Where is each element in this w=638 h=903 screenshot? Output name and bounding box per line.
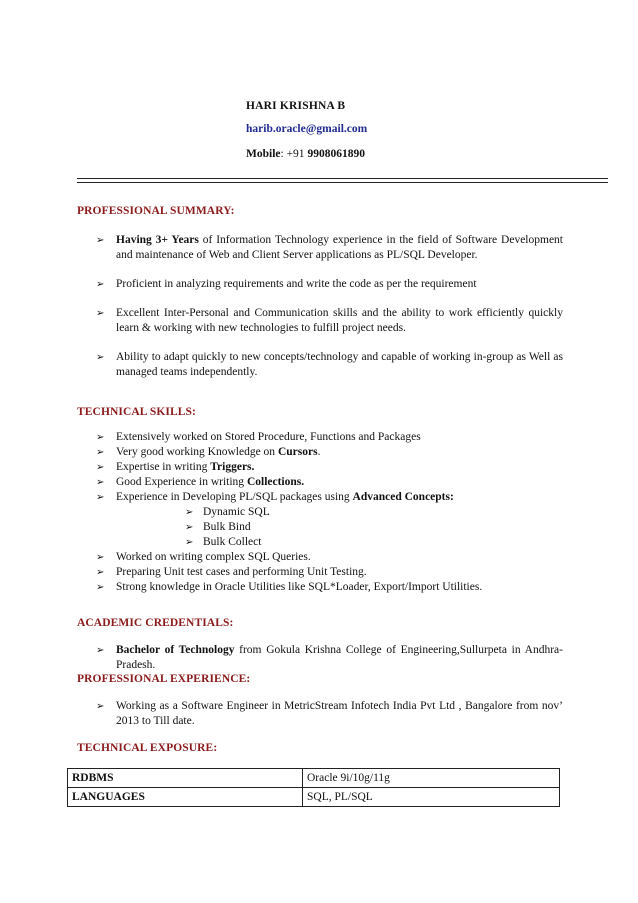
degree-text: Bachelor of Technology [116, 644, 235, 656]
skill-bold-text: Cursors [277, 446, 318, 458]
arrow-bullet-icon: ➢ [96, 477, 105, 488]
arrow-bullet-icon: ➢ [96, 432, 105, 443]
academic-section [77, 617, 563, 673]
skills-list-continued [77, 550, 563, 595]
skill-text: Very good working Knowledge on [116, 446, 278, 458]
skill-text: Preparing Unit test cases and performing Unit Testing. [116, 566, 367, 578]
arrow-bullet-icon: ➢ [96, 645, 105, 656]
summary-section [77, 205, 563, 394]
arrow-bullet-icon: ➢ [96, 308, 105, 319]
skill-bold-text: Collections. [246, 476, 305, 488]
list-item [77, 699, 563, 729]
arrow-bullet-icon: ➢ [185, 522, 194, 533]
experience-list [77, 699, 563, 729]
mobile-separator: : +91 [280, 148, 308, 160]
arrow-bullet-icon: ➢ [96, 701, 105, 712]
exposure-table [67, 768, 560, 807]
summary-list [77, 233, 563, 380]
list-item [77, 490, 563, 505]
list-item [77, 350, 563, 380]
summary-bold-text: Having 3+ Years [116, 234, 199, 246]
list-item [77, 430, 563, 445]
arrow-bullet-icon: ➢ [96, 567, 105, 578]
candidate-name: HARI KRISHNA B [246, 100, 346, 112]
arrow-bullet-icon: ➢ [185, 537, 194, 548]
arrow-bullet-icon: ➢ [96, 279, 105, 290]
table-cell-value: SQL, PL/SQL [303, 788, 560, 807]
skill-text: Extensively worked on Stored Procedure, Functions and Packages [116, 431, 421, 443]
list-item [77, 550, 563, 565]
table-row [68, 769, 560, 788]
academic-title: ACADEMIC CREDENTIALS: [77, 617, 234, 629]
table-cell-key: LANGUAGES [68, 788, 303, 807]
skill-text: Strong knowledge in Oracle Utilities like SQL*Loader, Export/Import Utilities. [116, 581, 483, 593]
header-divider-bottom [77, 182, 608, 183]
resume-header [246, 100, 367, 160]
header-divider-top [77, 178, 608, 179]
list-item [77, 580, 563, 595]
arrow-bullet-icon: ➢ [96, 352, 105, 363]
exposure-section [77, 742, 563, 754]
mobile-line [246, 148, 367, 160]
skill-bold-text: Advanced Concepts: [352, 491, 454, 503]
mobile-label: Mobile [246, 148, 281, 160]
arrow-bullet-icon: ➢ [96, 447, 105, 458]
table-cell-key: RDBMS [68, 769, 303, 788]
experience-text: Working as a Software Engineer in MetricStream Infotech India Pvt Ltd , Bangalore from nov’ 2013 to Till date. [116, 700, 563, 727]
email-link[interactable]: harib.oracle@gmail.com [246, 123, 368, 135]
arrow-bullet-icon: ➢ [96, 462, 105, 473]
sub-skill-text: Dynamic SQL [203, 506, 270, 518]
list-item [77, 445, 563, 460]
skill-text: Good Experience in writing [116, 476, 247, 488]
table-cell-value: Oracle 9i/10g/11g [303, 769, 560, 788]
list-item [77, 643, 563, 673]
skill-bold-text: Triggers. [210, 461, 255, 473]
arrow-bullet-icon: ➢ [96, 235, 105, 246]
list-item [77, 505, 563, 520]
arrow-bullet-icon: ➢ [185, 507, 194, 518]
sub-skill-text: Bulk Bind [203, 521, 251, 533]
list-item [77, 460, 563, 475]
summary-text: Excellent Inter-Personal and Communication skills and the ability to work efficiently quickly learn & working with new technologies to fulfill project needs. [116, 307, 563, 334]
summary-title: PROFESSIONAL SUMMARY: [77, 205, 235, 217]
mobile-number: 9908061890 [307, 148, 365, 160]
skill-text: Experience in Developing PL/SQL packages using [116, 491, 353, 503]
arrow-bullet-icon: ➢ [96, 582, 105, 593]
summary-text: Proficient in analyzing requirements and write the code as per the requirement [116, 278, 477, 290]
skill-text: Expertise in writing [116, 461, 211, 473]
academic-list [77, 643, 563, 673]
experience-title: PROFESSIONAL EXPERIENCE: [77, 673, 251, 685]
summary-text: of Information Technology experience in the field of Software Development and maintenance of Web and Client Server applications as PL/SQL Developer. [116, 234, 563, 261]
list-item [77, 233, 563, 263]
arrow-bullet-icon: ➢ [96, 492, 105, 503]
skills-list [77, 430, 563, 505]
list-item [77, 475, 563, 490]
exposure-title: TECHNICAL EXPOSURE: [77, 742, 218, 754]
list-item [77, 520, 563, 535]
list-item [77, 306, 563, 336]
sub-skill-text: Bulk Collect [203, 536, 262, 548]
list-item [77, 535, 563, 550]
advanced-concepts-list [77, 505, 563, 550]
table-row [68, 788, 560, 807]
college-text: from Gokula Krishna College of Engineering,Sullurpeta in Andhra- Pradesh. [116, 644, 563, 671]
list-item [77, 277, 563, 292]
summary-text: Ability to adapt quickly to new concepts/technology and capable of working in-group as Well as managed teams independently. [116, 351, 563, 378]
skills-section [77, 406, 563, 595]
list-item [77, 565, 563, 580]
skill-text: Worked on writing complex SQL Queries. [116, 551, 311, 563]
skill-text: . [317, 446, 321, 458]
skills-title: TECHNICAL SKILLS: [77, 406, 196, 418]
experience-section [77, 673, 563, 729]
arrow-bullet-icon: ➢ [96, 552, 105, 563]
